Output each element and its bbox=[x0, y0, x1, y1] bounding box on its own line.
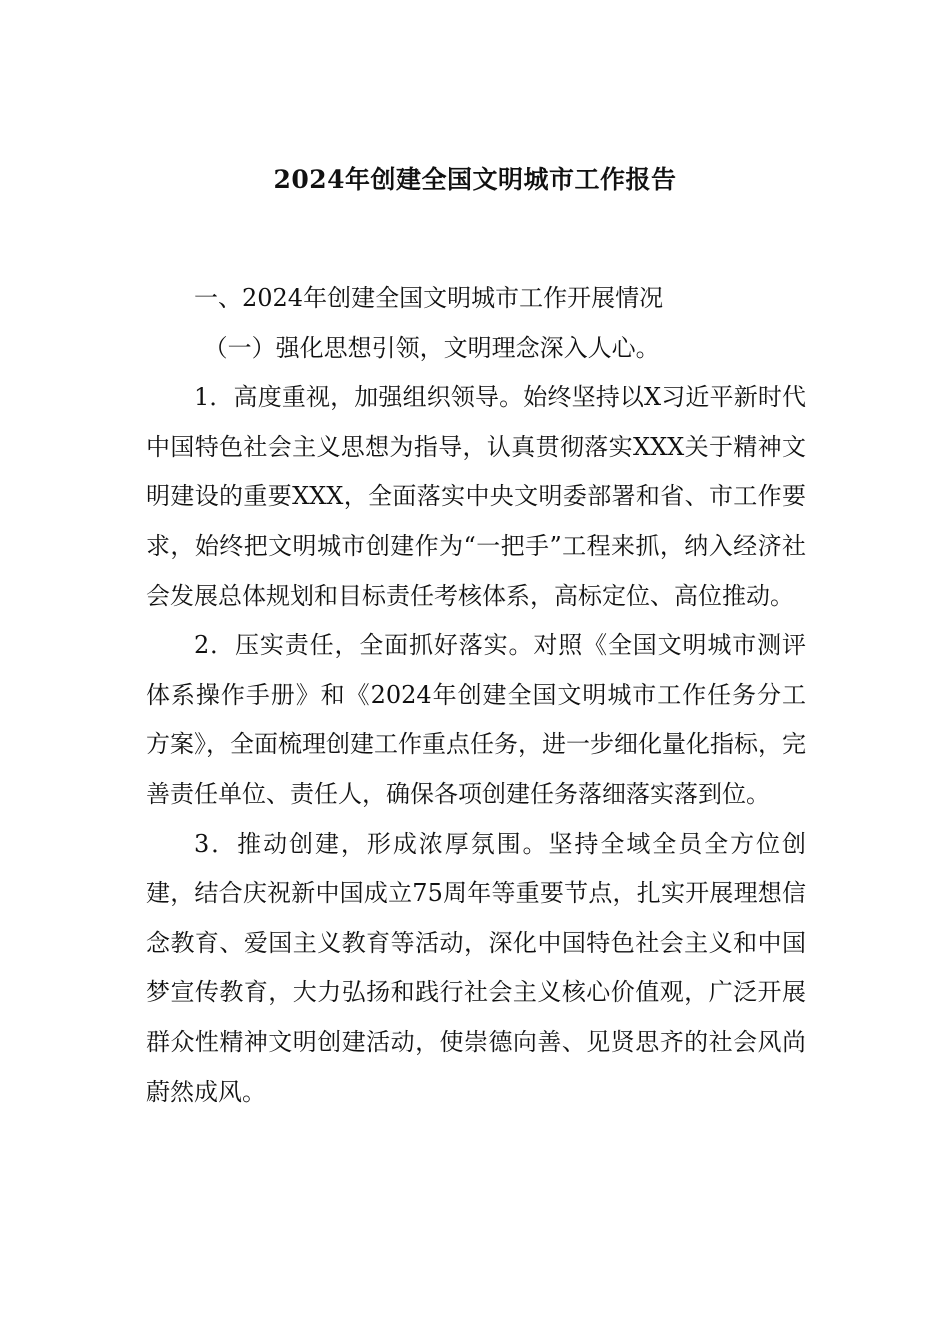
section-heading: 一、2024年创建全国文明城市工作开展情况 bbox=[194, 284, 664, 312]
paragraph-2: 2．压实责任，全面抓好落实。对照《全国文明城市测评体系操作手册》和《2024年创建全国文明城市工作任务分工方案》，全面梳理创建工作重点任务，进一步细化量化指标，完善责任单位、责任人，确保各项创建任务落细落实落到位。 bbox=[146, 631, 806, 808]
subsection-heading: （一）强化思想引领，文明理念深入人心。 bbox=[203, 333, 660, 362]
paragraph-1: 1．高度重视，加强组织领导。始终坚持以X习近平新时代中国特色社会主义思想为指导，认真贯彻落实XXX关于精神文明建设的重要XXX，全面落实中央文明委部署和省、市工作要求，始终把文明城市创建作为“一把手”工程来抓，纳入经济社会发展总体规划和目标责任考核体系，高标定位、高位推动。 bbox=[146, 383, 806, 610]
document-title: 2024年创建全国文明城市工作报告 bbox=[273, 165, 677, 194]
document-body bbox=[146, 274, 806, 1117]
paragraph-3: 3．推动创建，形成浓厚氛围。坚持全域全员全方位创建，结合庆祝新中国成立75周年等重要节点，扎实开展理想信念教育、爱国主义教育等活动，深化中国特色社会主义和中国梦宣传教育，大力弘扬和践行社会主义核心价值观，广泛开展群众性精神文明创建活动，使崇德向善、见贤思齐的社会风尚蔚然成风。 bbox=[146, 829, 806, 1106]
